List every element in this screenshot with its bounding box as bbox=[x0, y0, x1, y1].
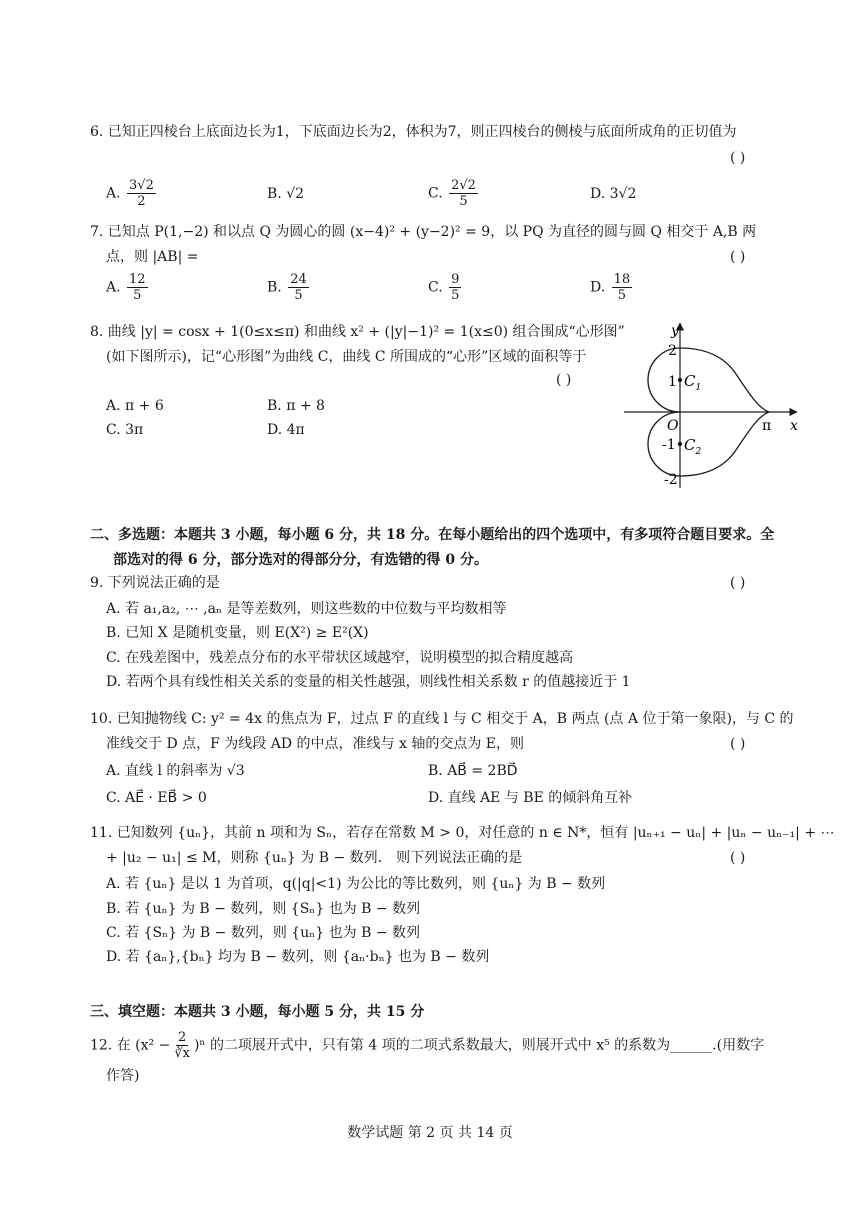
fraction bbox=[127, 178, 156, 209]
q11-option-a: A. 若 {uₙ} 是以 1 为首项，q(|q|<1) 为公比的等比数列，则 {uₙ} 为 B − 数列 bbox=[106, 876, 606, 892]
page-footer: 数学试题 第 2 页 共 14 页 bbox=[347, 1125, 513, 1141]
q6-option-a bbox=[106, 178, 158, 209]
q9-option-a: A. 若 a₁,a₂, ⋯ ,aₙ 是等差数列，则这些数的中位数与平均数相等 bbox=[106, 601, 507, 617]
q9-answer-paren: ( ) bbox=[730, 575, 746, 591]
q12-expression-end: )ⁿ bbox=[193, 1037, 206, 1054]
q12-tail: .(用数字 bbox=[712, 1037, 765, 1054]
label-c1-subscript: 1 bbox=[695, 383, 702, 393]
fraction bbox=[172, 1030, 192, 1061]
fraction-denominator: 5 bbox=[294, 288, 303, 303]
q9-option-b: B. 已知 X 是随机变量，则 E(X²) ≥ E²(X) bbox=[106, 625, 369, 641]
option-label: C. bbox=[106, 422, 121, 438]
q10-stem-line1: 10. 已知抛物线 C: y² = 4x 的焦点为 F，过点 F 的直线 l 与 C 相交于 A，B 两点 (点 A 位于第一象限)，与 C 的 bbox=[90, 711, 794, 727]
label-c2 bbox=[684, 436, 701, 457]
q10-option-a: A. 直线 l 的斜率为 √3 bbox=[106, 763, 245, 779]
q8-option-d bbox=[267, 422, 305, 438]
center-c2 bbox=[678, 442, 682, 446]
tick-minus-2: -2 bbox=[664, 472, 678, 488]
fraction-numerator: 24 bbox=[290, 272, 307, 287]
q8-answer-paren: ( ) bbox=[556, 372, 572, 388]
section2-heading-line1: 二、多选题：本题共 3 小题，每小题 6 分，共 18 分。在每小题给出的四个选项中，有多项符合题目要求。全 bbox=[90, 527, 775, 543]
section2-heading-line2: 部选对的得 6 分，部分选对的得部分分，有选错的得 0 分。 bbox=[113, 552, 488, 568]
origin-label: O bbox=[667, 418, 679, 434]
fraction-numerator: 12 bbox=[129, 272, 146, 287]
label-c2-letter: C bbox=[684, 436, 696, 454]
q12-stem-text: 的二项展开式中，只有第 4 项的二项式系数最大，则展开式中 x⁵ 的系数为 bbox=[209, 1037, 671, 1054]
fraction-numerator: 3√2 bbox=[129, 178, 154, 193]
q11-option-b: B. 若 {uₙ} 为 B − 数列，则 {Sₙ} 也为 B − 数列 bbox=[106, 901, 421, 917]
option-label: D. bbox=[590, 186, 606, 202]
q6-answer-paren: ( ) bbox=[730, 150, 746, 166]
q7-option-d bbox=[590, 272, 634, 303]
x-axis-label: x bbox=[790, 418, 798, 434]
option-value: √2 bbox=[286, 186, 305, 202]
q8-option-a bbox=[106, 398, 164, 414]
fraction-numerator: 18 bbox=[613, 272, 631, 287]
q6-option-d bbox=[590, 186, 636, 202]
option-value: 4π bbox=[286, 422, 305, 438]
q6-option-b bbox=[267, 186, 304, 202]
option-label: C. bbox=[428, 279, 443, 296]
q11-answer-paren: ( ) bbox=[730, 850, 746, 866]
q7-answer-paren: ( ) bbox=[730, 249, 746, 265]
q7-option-a bbox=[106, 272, 150, 303]
q10-option-b: B. AB⃗ = 2BD⃗ bbox=[428, 763, 518, 779]
heart-figure bbox=[624, 318, 808, 496]
tick-minus-1: -1 bbox=[662, 437, 676, 453]
label-c1-letter: C bbox=[684, 372, 696, 390]
q7-stem-line2: 点，则 |AB| = bbox=[106, 249, 199, 265]
q12-stem-line2: 作答) bbox=[106, 1068, 140, 1084]
q12-expression-start: (x² − bbox=[135, 1037, 171, 1054]
fraction bbox=[288, 272, 309, 303]
fraction-denominator: ∛x bbox=[174, 1046, 190, 1061]
q11-option-d: D. 若 {aₙ},{bₙ} 均为 B − 数列，则 {aₙ·bₙ} 也为 B − 数列 bbox=[106, 949, 490, 965]
fraction-numerator: 2 bbox=[178, 1030, 187, 1045]
fraction bbox=[449, 272, 461, 303]
q7-option-b bbox=[267, 272, 311, 303]
fraction-denominator: 5 bbox=[133, 288, 142, 303]
q9-option-c: C. 在残差图中，残差点分布的水平带状区域越窄，说明模型的拟合精度越高 bbox=[106, 650, 574, 666]
tick-2: 2 bbox=[668, 343, 677, 359]
option-value: 3π bbox=[125, 422, 144, 438]
option-label: A. bbox=[106, 398, 121, 414]
option-label: B. bbox=[267, 279, 282, 296]
center-c1 bbox=[678, 378, 682, 382]
fraction-denominator: 5 bbox=[617, 288, 627, 303]
option-label: C. bbox=[428, 185, 443, 202]
label-c2-subscript: 2 bbox=[695, 447, 702, 457]
q8-option-b bbox=[267, 398, 325, 414]
y-axis-label: y bbox=[671, 323, 679, 339]
option-value: π + 6 bbox=[125, 398, 164, 414]
q7-stem-line1: 7. 已知点 P(1,−2) 和以点 Q 为圆心的圆 (x−4)² + (y−2)² = 9，以 PQ 为直径的圆与圆 Q 相交于 A,B 两 bbox=[90, 224, 757, 240]
q11-stem-line1: 11. 已知数列 {uₙ}，其前 n 项和为 Sₙ，若存在常数 M > 0，对任意的 n ∈ N*，恒有 |uₙ₊₁ − uₙ| + |uₙ − uₙ₋₁| + ⋯ bbox=[90, 825, 835, 841]
fraction-denominator: 2 bbox=[137, 194, 146, 209]
q10-option-d: D. 直线 AE 与 BE 的倾斜角互补 bbox=[428, 790, 633, 806]
q7-option-c bbox=[428, 272, 463, 303]
q6-stem: 6. 已知正四棱台上底面边长为1，下底面边长为2，体积为7，则正四棱台的侧棱与底面所成角的正切值为 bbox=[90, 124, 737, 140]
label-c1 bbox=[684, 372, 701, 393]
option-label: B. bbox=[267, 186, 282, 202]
option-label: D. bbox=[590, 279, 606, 296]
q8-stem-line2: (如下图所示)，记“心形图”为曲线 C，曲线 C 所围成的“心形”区域的面积等于 bbox=[106, 349, 587, 365]
option-label: B. bbox=[267, 398, 282, 414]
fraction bbox=[127, 272, 148, 303]
option-label: A. bbox=[106, 279, 121, 296]
tick-1: 1 bbox=[668, 374, 677, 390]
q10-answer-paren: ( ) bbox=[730, 736, 746, 752]
q11-stem-line2: + |u₂ − u₁| ≤ M，则称 {uₙ} 为 B − 数列． 则下列说法正确的是 bbox=[106, 850, 523, 866]
option-label: A. bbox=[106, 185, 121, 202]
fraction-numerator: 9 bbox=[451, 272, 460, 287]
fraction-denominator: 5 bbox=[459, 194, 468, 209]
answer-blank: ______ bbox=[670, 1037, 713, 1054]
section3-heading: 三、填空题：本题共 3 小题，每小题 5 分，共 15 分 bbox=[90, 1004, 425, 1020]
q6-option-c bbox=[428, 178, 480, 209]
fraction-numerator: 2√2 bbox=[451, 178, 476, 193]
option-label: D. bbox=[267, 422, 283, 438]
q10-option-c: C. AE⃗ · EB⃗ > 0 bbox=[106, 790, 207, 806]
tick-pi: π bbox=[762, 418, 772, 434]
q9-stem: 9. 下列说法正确的是 bbox=[90, 575, 220, 591]
q12-stem-line1 bbox=[90, 1030, 764, 1061]
option-value: π + 8 bbox=[286, 398, 325, 414]
option-value: 3√2 bbox=[609, 186, 637, 202]
q12-prefix: 12. 在 bbox=[90, 1037, 131, 1054]
q8-stem-line1: 8. 曲线 |y| = cosx + 1(0≤x≤π) 和曲线 x² + (|y|−1)² = 1(x≤0) 组合围成“心形图” bbox=[90, 324, 625, 340]
fraction bbox=[612, 272, 633, 303]
fraction-denominator: 5 bbox=[451, 288, 460, 303]
q8-option-c bbox=[106, 422, 143, 438]
q9-option-d: D. 若两个具有线性相关关系的变量的相关性越强，则线性相关系数 r 的值越接近于 1 bbox=[106, 674, 631, 690]
q11-option-c: C. 若 {Sₙ} 为 B − 数列，则 {uₙ} 也为 B − 数列 bbox=[106, 925, 421, 941]
fraction bbox=[449, 178, 478, 209]
q10-stem-line2: 准线交于 D 点，F 为线段 AD 的中点，准线与 x 轴的交点为 E，则 bbox=[106, 736, 524, 752]
